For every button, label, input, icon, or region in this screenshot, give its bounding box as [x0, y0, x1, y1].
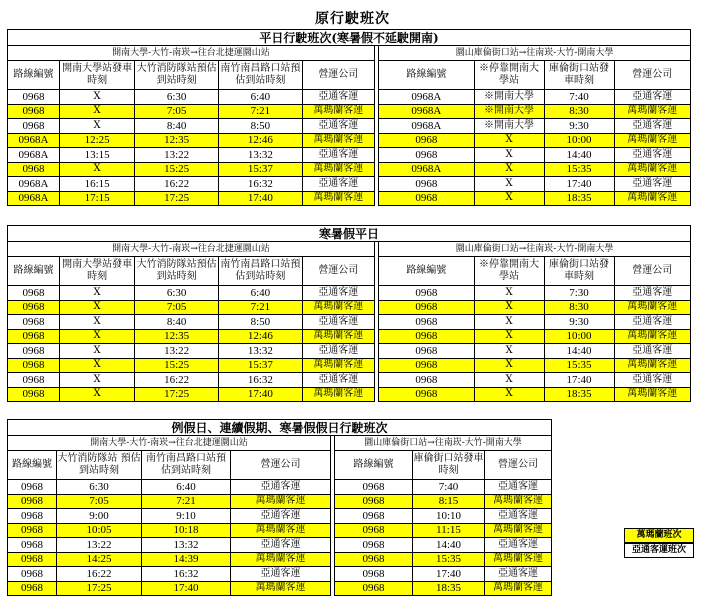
inbound-cell: ※開南大學	[474, 104, 544, 119]
legend-yatong: 亞通客運班次	[624, 543, 694, 558]
inbound-cell: 0968A	[379, 162, 474, 177]
col-nhu-departure: 開南大學站發車時刻	[59, 257, 134, 286]
inbound-cell: X	[474, 286, 544, 301]
inbound-cell: X	[474, 358, 544, 373]
inbound-cell: X	[474, 191, 544, 206]
outbound-cell: 0968A	[8, 191, 60, 206]
col-route: 路線編號	[379, 61, 474, 90]
table-row	[8, 329, 691, 344]
outbound-cell: 17:40	[219, 387, 303, 402]
table-row	[8, 581, 552, 596]
col-route: 路線編號	[335, 451, 413, 480]
outbound-cell: 0968A	[8, 148, 60, 163]
outbound-cell: 15:25	[135, 162, 219, 177]
inbound-cell: X	[474, 300, 544, 315]
inbound-cell: 萬瑪蘭客運	[614, 329, 691, 344]
inbound-cell: 萬瑪蘭客運	[485, 523, 552, 538]
inbound-cell: 0968A	[379, 90, 474, 105]
inbound-cell: 14:40	[544, 344, 614, 359]
inbound-cell: 萬瑪蘭客運	[614, 104, 690, 119]
outbound-cell: 10:05	[57, 523, 142, 538]
col-nankan-est: 南竹南昌路口站預估到站時刻	[142, 451, 231, 480]
table-row	[8, 480, 552, 495]
outbound-cell: 16:32	[142, 567, 231, 582]
outbound-cell: X	[59, 300, 134, 315]
col-route: 路線編號	[379, 257, 474, 286]
outbound-cell: 0968	[8, 494, 57, 509]
col-company: 營運公司	[614, 257, 691, 286]
inbound-cell: 0968	[379, 177, 474, 192]
inbound-cell: 10:00	[544, 133, 614, 148]
outbound-cell: 12:46	[219, 329, 303, 344]
outbound-cell: 亞通客運	[231, 480, 331, 495]
inbound-cell: 亞通客運	[485, 567, 552, 582]
outbound-cell: 0968	[8, 329, 60, 344]
inbound-cell: 萬瑪蘭客運	[485, 552, 552, 567]
outbound-cell: 亞通客運	[302, 90, 374, 105]
inbound-route-label: 圜山庫倫街口站→往南崁-大竹-開南大學	[379, 46, 691, 61]
inbound-cell: X	[474, 162, 544, 177]
outbound-cell: 9:10	[142, 509, 231, 524]
inbound-cell: 萬瑪蘭客運	[614, 133, 690, 148]
outbound-cell: 亞通客運	[302, 344, 374, 359]
outbound-cell: 7:21	[219, 300, 303, 315]
table-row	[8, 509, 552, 524]
table-row	[8, 523, 552, 538]
table-row	[8, 387, 691, 402]
vacation-weekday-schedule-table	[7, 225, 691, 402]
inbound-cell: 17:40	[544, 373, 614, 388]
outbound-cell: 0968	[8, 300, 60, 315]
outbound-cell: 8:40	[135, 119, 219, 134]
table-row	[8, 358, 691, 373]
col-kulun-departure: 庫倫街口站發車時刻	[544, 61, 614, 90]
inbound-cell: 亞通客運	[614, 344, 691, 359]
table-row	[8, 300, 691, 315]
outbound-cell: 13:32	[219, 148, 303, 163]
table-row	[8, 344, 691, 359]
inbound-cell: X	[474, 329, 544, 344]
outbound-cell: X	[59, 387, 134, 402]
inbound-cell: 萬瑪蘭客運	[485, 581, 552, 596]
outbound-cell: 0968	[8, 104, 60, 119]
col-company: 營運公司	[485, 451, 552, 480]
outbound-cell: 9:00	[57, 509, 142, 524]
inbound-cell: 亞通客運	[614, 90, 690, 105]
inbound-cell: 亞通客運	[485, 509, 552, 524]
table-row	[8, 567, 552, 582]
outbound-route-label: 開南大學-大竹-南崁→往台北捷運圜山站	[8, 46, 375, 61]
section-title: 寒暑假平日	[8, 226, 691, 242]
col-route: 路線編號	[8, 451, 57, 480]
col-stopover: ※停靠開南大學站	[474, 257, 544, 286]
outbound-cell: 17:40	[219, 191, 303, 206]
outbound-cell: 7:05	[135, 300, 219, 315]
col-company: 營運公司	[231, 451, 331, 480]
col-route: 路線編號	[8, 257, 60, 286]
outbound-cell: 0968	[8, 509, 57, 524]
table-row	[8, 494, 552, 509]
outbound-cell: 12:25	[59, 133, 134, 148]
outbound-cell: 16:32	[219, 177, 303, 192]
outbound-cell: X	[59, 358, 134, 373]
inbound-cell: 萬瑪蘭客運	[614, 358, 691, 373]
outbound-cell: 萬瑪蘭客運	[302, 133, 374, 148]
inbound-cell: 0968	[379, 148, 474, 163]
table-row	[8, 552, 552, 567]
table-row	[8, 373, 691, 388]
inbound-cell: X	[474, 387, 544, 402]
col-company: 營運公司	[614, 61, 690, 90]
inbound-cell: 18:35	[544, 387, 614, 402]
outbound-cell: 13:32	[219, 344, 303, 359]
inbound-cell: 0968	[379, 286, 474, 301]
inbound-cell: 0968A	[379, 104, 474, 119]
outbound-cell: X	[59, 329, 134, 344]
outbound-cell: 12:35	[135, 329, 219, 344]
inbound-cell: 8:15	[413, 494, 485, 509]
outbound-cell: 亞通客運	[302, 177, 374, 192]
outbound-cell: 亞通客運	[302, 148, 374, 163]
outbound-cell: 亞通客運	[231, 567, 331, 582]
inbound-route-label: 圜山庫倫街口站→往南崁-大竹-開南大學	[335, 436, 552, 451]
outbound-cell: 萬瑪蘭客運	[302, 191, 374, 206]
inbound-cell: 0968	[335, 538, 413, 553]
inbound-cell: 萬瑪蘭客運	[614, 191, 690, 206]
inbound-cell: X	[474, 315, 544, 330]
inbound-cell: 8:30	[544, 300, 614, 315]
inbound-cell: 9:30	[544, 315, 614, 330]
holiday-schedule-table	[7, 419, 552, 596]
outbound-cell: 萬瑪蘭客運	[302, 329, 374, 344]
inbound-cell: 0968	[379, 329, 474, 344]
inbound-cell: 0968	[379, 387, 474, 402]
outbound-cell: 0968	[8, 538, 57, 553]
table-row	[8, 104, 691, 119]
outbound-cell: X	[59, 373, 134, 388]
inbound-cell: 0968	[379, 315, 474, 330]
outbound-cell: 8:40	[135, 315, 219, 330]
inbound-cell: 0968	[335, 552, 413, 567]
outbound-cell: 萬瑪蘭客運	[302, 300, 374, 315]
col-route: 路線編號	[8, 61, 60, 90]
table-row	[8, 177, 691, 192]
inbound-cell: 7:40	[544, 90, 614, 105]
inbound-cell: 7:30	[544, 286, 614, 301]
outbound-cell: 6:40	[142, 480, 231, 495]
outbound-cell: 亞通客運	[302, 119, 374, 134]
outbound-cell: X	[59, 104, 134, 119]
outbound-cell: 0968A	[8, 133, 60, 148]
inbound-cell: 0968	[335, 523, 413, 538]
outbound-cell: 0968A	[8, 177, 60, 192]
outbound-cell: 16:22	[135, 177, 219, 192]
inbound-cell: 0968	[335, 567, 413, 582]
inbound-cell: 18:35	[413, 581, 485, 596]
inbound-cell: 亞通客運	[614, 148, 690, 163]
outbound-cell: 6:30	[135, 90, 219, 105]
inbound-cell: ※開南大學	[474, 119, 544, 134]
inbound-cell: 0968	[335, 581, 413, 596]
outbound-cell: 16:22	[57, 567, 142, 582]
outbound-cell: 0968	[8, 523, 57, 538]
outbound-cell: 13:22	[135, 148, 219, 163]
inbound-cell: 亞通客運	[614, 177, 690, 192]
col-nhu-departure: 開南大學站發車時刻	[59, 61, 134, 90]
inbound-cell: 亞通客運	[614, 315, 691, 330]
legend-wanmalan: 萬瑪蘭班次	[624, 528, 694, 543]
outbound-cell: 6:40	[219, 286, 303, 301]
outbound-cell: 17:40	[142, 581, 231, 596]
inbound-cell: 15:35	[544, 162, 614, 177]
outbound-cell: 6:30	[135, 286, 219, 301]
inbound-cell: 0968	[379, 191, 474, 206]
table-row	[8, 191, 691, 206]
table-row	[8, 286, 691, 301]
outbound-cell: 0968	[8, 162, 60, 177]
inbound-cell: 萬瑪蘭客運	[485, 494, 552, 509]
outbound-cell: 0968	[8, 567, 57, 582]
inbound-cell: 0968	[335, 480, 413, 495]
outbound-cell: 15:37	[219, 162, 303, 177]
col-stopover: ※停靠開南大學站	[474, 61, 544, 90]
inbound-cell: 亞通客運	[614, 286, 691, 301]
outbound-cell: X	[59, 90, 134, 105]
outbound-cell: 0968	[8, 387, 60, 402]
inbound-cell: 0968A	[379, 119, 474, 134]
inbound-cell: 7:40	[413, 480, 485, 495]
outbound-cell: 亞通客運	[231, 509, 331, 524]
inbound-cell: X	[474, 148, 544, 163]
outbound-cell: 萬瑪蘭客運	[302, 387, 374, 402]
col-company: 營運公司	[302, 257, 374, 286]
outbound-cell: 15:25	[135, 358, 219, 373]
inbound-cell: 10:10	[413, 509, 485, 524]
outbound-cell: 16:15	[59, 177, 134, 192]
outbound-cell: 0968	[8, 552, 57, 567]
inbound-cell: 亞通客運	[485, 538, 552, 553]
inbound-cell: 18:35	[544, 191, 614, 206]
outbound-cell: 萬瑪蘭客運	[231, 581, 331, 596]
section-title: 平日行駛班次(寒暑假不延駛開南)	[8, 30, 691, 46]
inbound-cell: 0968	[379, 133, 474, 148]
inbound-cell: 亞通客運	[614, 119, 690, 134]
outbound-cell: 7:21	[142, 494, 231, 509]
outbound-cell: 17:15	[59, 191, 134, 206]
outbound-cell: 亞通客運	[231, 538, 331, 553]
outbound-cell: 16:32	[219, 373, 303, 388]
inbound-cell: 萬瑪蘭客運	[614, 162, 690, 177]
outbound-route-label: 開南大學-大竹-南崁→往台北捷運圜山站	[8, 436, 331, 451]
outbound-cell: 萬瑪蘭客運	[302, 358, 374, 373]
outbound-cell: 17:25	[135, 387, 219, 402]
outbound-cell: 13:32	[142, 538, 231, 553]
inbound-cell: 亞通客運	[485, 480, 552, 495]
col-dazhu-est: 大竹消防隊站 預估到站時刻	[57, 451, 142, 480]
table-row	[8, 162, 691, 177]
outbound-route-label: 開南大學-大竹-南崁→往台北捷運圜山站	[8, 242, 375, 257]
outbound-cell: 10:18	[142, 523, 231, 538]
inbound-cell: 14:40	[544, 148, 614, 163]
table-row	[8, 119, 691, 134]
inbound-cell: X	[474, 344, 544, 359]
outbound-cell: 6:40	[219, 90, 303, 105]
outbound-cell: 亞通客運	[302, 315, 374, 330]
inbound-route-label: 圜山庫倫街口站→往南崁-大竹-開南大學	[379, 242, 691, 257]
inbound-cell: 0968	[335, 509, 413, 524]
inbound-cell: 萬瑪蘭客運	[614, 387, 691, 402]
section-title: 例假日、連續假期、寒暑假假日行駛班次	[8, 420, 552, 436]
col-dazhu-est: 大竹消防隊站預估到站時刻	[135, 257, 219, 286]
outbound-cell: X	[59, 162, 134, 177]
inbound-cell: 8:30	[544, 104, 614, 119]
outbound-cell: 萬瑪蘭客運	[302, 162, 374, 177]
page-title: 原行駛班次	[315, 11, 390, 27]
outbound-cell: X	[59, 315, 134, 330]
outbound-cell: 亞通客運	[302, 286, 374, 301]
outbound-cell: 13:22	[135, 344, 219, 359]
outbound-cell: 0968	[8, 119, 60, 134]
outbound-cell: 14:25	[57, 552, 142, 567]
table-row	[8, 133, 691, 148]
inbound-cell: X	[474, 177, 544, 192]
inbound-cell: 0968	[379, 373, 474, 388]
inbound-cell: 0968	[379, 358, 474, 373]
outbound-cell: 8:50	[219, 315, 303, 330]
outbound-cell: X	[59, 119, 134, 134]
outbound-cell: 13:15	[59, 148, 134, 163]
outbound-cell: 0968	[8, 358, 60, 373]
outbound-cell: 0968	[8, 344, 60, 359]
inbound-cell: 亞通客運	[614, 373, 691, 388]
outbound-cell: 15:37	[219, 358, 303, 373]
outbound-cell: 8:50	[219, 119, 303, 134]
col-company: 營運公司	[302, 61, 374, 90]
table-row	[8, 90, 691, 105]
inbound-cell: X	[474, 133, 544, 148]
outbound-cell: 7:21	[219, 104, 303, 119]
inbound-cell: 萬瑪蘭客運	[614, 300, 691, 315]
outbound-cell: 0968	[8, 315, 60, 330]
col-nankan-est: 南竹南昌路口站預估到站時刻	[219, 257, 303, 286]
table-row	[8, 148, 691, 163]
outbound-cell: 17:25	[135, 191, 219, 206]
outbound-cell: 7:05	[57, 494, 142, 509]
outbound-cell: 12:46	[219, 133, 303, 148]
outbound-cell: 17:25	[57, 581, 142, 596]
inbound-cell: 0968	[379, 344, 474, 359]
table-row	[8, 538, 552, 553]
outbound-cell: 萬瑪蘭客運	[231, 494, 331, 509]
inbound-cell: 11:15	[413, 523, 485, 538]
outbound-cell: 0968	[8, 373, 60, 388]
outbound-cell: 0968	[8, 90, 60, 105]
inbound-cell: 0968	[379, 300, 474, 315]
inbound-cell: 17:40	[544, 177, 614, 192]
inbound-cell: 17:40	[413, 567, 485, 582]
outbound-cell: 13:22	[57, 538, 142, 553]
inbound-cell: 10:00	[544, 329, 614, 344]
outbound-cell: 萬瑪蘭客運	[231, 552, 331, 567]
weekday-schedule-table	[7, 29, 691, 206]
col-dazhu-est: 大竹消防隊站預估到站時刻	[135, 61, 219, 90]
inbound-cell: 14:40	[413, 538, 485, 553]
outbound-cell: 7:05	[135, 104, 219, 119]
outbound-cell: 亞通客運	[302, 373, 374, 388]
outbound-cell: 6:30	[57, 480, 142, 495]
inbound-cell: 15:35	[544, 358, 614, 373]
inbound-cell: ※開南大學	[474, 90, 544, 105]
inbound-cell: 15:35	[413, 552, 485, 567]
outbound-cell: 16:22	[135, 373, 219, 388]
inbound-cell: X	[474, 373, 544, 388]
col-nankan-est: 南竹南昌路口站預估到站時刻	[219, 61, 303, 90]
outbound-cell: 萬瑪蘭客運	[231, 523, 331, 538]
outbound-cell: 0968	[8, 480, 57, 495]
outbound-cell: 0968	[8, 286, 60, 301]
inbound-cell: 0968	[335, 494, 413, 509]
outbound-cell: 12:35	[135, 133, 219, 148]
outbound-cell: 萬瑪蘭客運	[302, 104, 374, 119]
outbound-cell: X	[59, 286, 134, 301]
inbound-cell: 9:30	[544, 119, 614, 134]
outbound-cell: 0968	[8, 581, 57, 596]
outbound-cell: X	[59, 344, 134, 359]
outbound-cell: 14:39	[142, 552, 231, 567]
table-row	[8, 315, 691, 330]
col-kulun-departure: 庫倫街口站發車時刻	[544, 257, 614, 286]
col-kulun-departure: 庫倫街口站發車時刻	[413, 451, 485, 480]
